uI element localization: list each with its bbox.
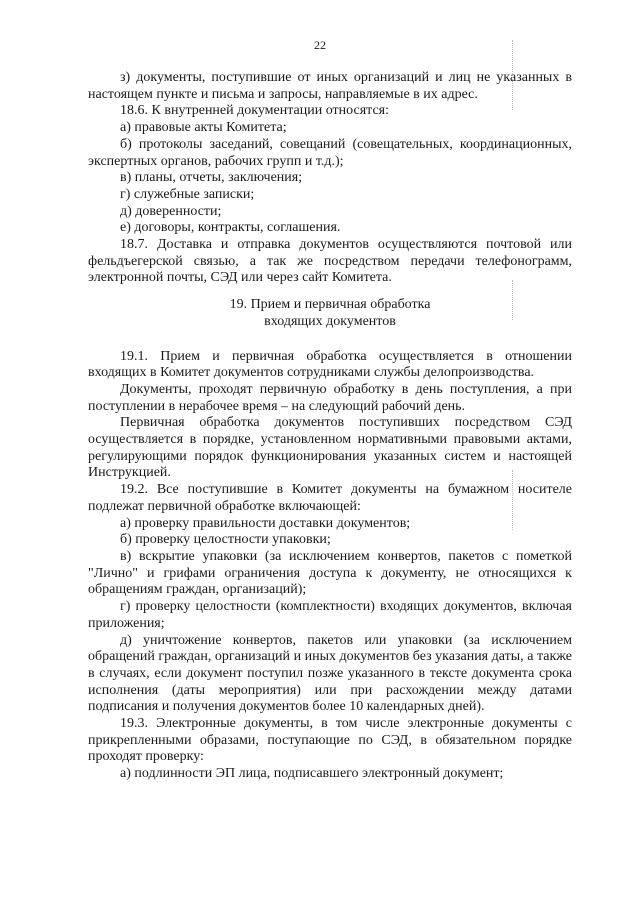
paragraph: а) правовые акты Комитета; [120,120,287,136]
paragraph: д) доверенности; [120,203,222,219]
paragraph: а) проверку правильности доставки документов; [120,515,411,531]
paragraph: 18.7. Доставка и отправка документов осуществляются почтовой или фельдъегерской связью, а так же посредством передачи телефонограмм, электронной почты, СЭД или через сайт Комитета. [88,237,572,286]
paragraph: в) вскрытие упаковки (за исключением конвертов, пакетов с пометкой "Лично" и грифами ограничения доступа к документу, не относящихся к обращениям граждан, организаций); [88,548,572,598]
paragraph: з) документы, поступившие от иных организаций и лиц не указанных в настоящем пункте и письма и запросы, направляемые в их адрес. [88,70,572,102]
paragraph: б) проверку целостности упаковки; [120,532,331,548]
paragraph: г) проверку целостности (комплектности) входящих документов, включая приложения; [88,599,572,631]
paragraph: б) протоколы заседаний, совещаний (совещательных, координационных, экспертных органов, рабочих групп и т.д.); [88,136,572,169]
scan-edge-mark [512,40,514,110]
paragraph: а) подлинности ЭП лица, подписавшего электронный документ; [120,766,504,782]
paragraph: г) служебные записки; [120,186,255,202]
paragraph: е) договоры, контракты, соглашения. [120,220,341,236]
section-heading: входящих документов [264,313,396,329]
section-heading: 19. Прием и первичная обработка [229,297,431,313]
paragraph: в) планы, отчеты, заключения; [120,170,303,186]
paragraph: 19.1. Прием и первичная обработка осуществляется в отношении входящих в Комитет документов сотрудниками службы делопроизводства. [88,348,572,381]
page-number: 22 [314,38,326,52]
scan-edge-mark [512,470,514,530]
paragraph: д) уничтожение конвертов, пакетов или упаковки (за исключением обращений граждан, организаций и иных документов без указания даты, а также в случаях, если документ поступил позже указанного в тексте документа срока исполнения (даты мероприятия) или при расхождении между датами подписания и получения документов более 10 календарных дней). [88,632,572,715]
document-body [88,70,572,783]
paragraph: Документы, проходят первичную обработку в день поступления, а при поступлении в нерабочее время – на следующий рабочий день. [88,381,572,414]
paragraph: 19.2. Все поступившие в Комитет документы на бумажном носителе подлежат первичной обработке включающей: [88,482,572,514]
paragraph: Первичная обработка документов поступивших посредством СЭД осуществляется в порядке, установленном нормативными правовыми актами, регулирующими порядок функционирования указанных систем и настоящей Инструкцией. [88,415,572,481]
scan-edge-mark [512,280,514,320]
paragraph: 19.3. Электронные документы, в том числе электронные документы с прикрепленными образами, поступающие по СЭД, в обязательном порядке проходят проверку: [88,716,572,765]
paragraph: 18.6. К внутренней документации относятся: [120,103,389,119]
